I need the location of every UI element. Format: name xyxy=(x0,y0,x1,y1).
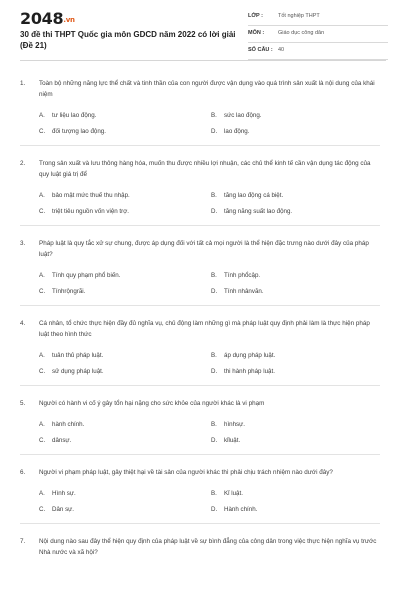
question-stem: Trong sản xuất và lưu thông hàng hóa, muốn thu được nhiều lợi nhuận, các chủ thể kinh tế cần vận dụng tác động của quy luật giá trị để xyxy=(39,160,371,178)
answer-option[interactable] xyxy=(39,419,211,431)
answer-option[interactable] xyxy=(39,206,211,218)
answer-option[interactable] xyxy=(211,419,381,431)
option-text: Tính quy phạm phổ biến. xyxy=(52,272,121,279)
option-letter: D. xyxy=(211,288,218,295)
answer-option[interactable] xyxy=(39,270,211,282)
answer-option[interactable] xyxy=(211,190,381,202)
option-text: hìnhsự. xyxy=(224,421,245,428)
answer-option[interactable] xyxy=(211,366,381,378)
question-item xyxy=(20,467,380,524)
question-text-block xyxy=(20,78,380,100)
answer-options xyxy=(20,270,380,298)
question-number: 4. xyxy=(20,320,26,327)
logo-main-text: 2048 xyxy=(20,9,64,28)
option-text: lao động. xyxy=(224,128,250,135)
answer-option[interactable] xyxy=(39,504,211,516)
question-item xyxy=(20,158,380,226)
answer-option[interactable] xyxy=(39,110,211,122)
question-item xyxy=(20,238,380,306)
option-letter: D. xyxy=(211,506,218,513)
answer-option[interactable] xyxy=(39,286,211,298)
option-letter: D. xyxy=(211,128,218,135)
meta-label: SỐ CÂU : xyxy=(248,47,273,53)
meta-value: Giáo dục công dân xyxy=(278,30,325,36)
option-letter: B. xyxy=(211,490,217,497)
question-text-block xyxy=(20,398,380,409)
option-letter: A. xyxy=(39,192,45,199)
question-stem: Cá nhân, tổ chức thực hiện đầy đủ nghĩa vụ, chủ động làm những gì mà pháp luật quy định phải làm là thực hiện pháp luật theo hình thức xyxy=(39,320,370,338)
option-text: Hình sự. xyxy=(52,490,76,497)
option-text: Hành chính. xyxy=(224,506,258,513)
answer-option[interactable] xyxy=(39,190,211,202)
option-text: tăng lao động cá biệt. xyxy=(224,192,284,199)
option-letter: A. xyxy=(39,490,45,497)
document-header xyxy=(20,0,386,61)
answer-option[interactable] xyxy=(211,504,381,516)
question-number: 1. xyxy=(20,80,26,87)
answer-option[interactable] xyxy=(39,366,211,378)
option-letter: C. xyxy=(39,437,46,444)
option-letter: B. xyxy=(211,272,217,279)
option-text: tăng năng suất lao động. xyxy=(224,208,293,215)
option-text: bảo mật mức thuế thu nhập. xyxy=(52,192,130,199)
option-text: áp dụng pháp luật. xyxy=(224,352,276,359)
question-item xyxy=(20,398,380,455)
answer-option[interactable] xyxy=(39,350,211,362)
question-stem: Người vi phạm pháp luật, gây thiệt hại về tài sản của người khác thì phải chịu trách nhiệm nào dưới đây? xyxy=(39,469,333,476)
question-stem: Nội dung nào sau đây thể hiện quy định của pháp luật về sự bình đẳng của công dân trong việc thực hiện nghĩa vụ trước Nhà nước và xã hội? xyxy=(39,538,377,556)
answer-option[interactable] xyxy=(211,126,381,138)
question-text-block xyxy=(20,238,380,260)
answer-option[interactable] xyxy=(211,350,381,362)
document-title: 30 đề thi THPT Quốc gia môn GDCD năm 2022 có lời giải (Đề 21) xyxy=(20,30,236,50)
question-stem: Toàn bộ những năng lực thể chất và tinh thần của con người được vận dụng vào quá trình sản xuất là nội dung của khái niệm xyxy=(39,80,375,98)
option-text: tư liệu lao động. xyxy=(52,112,97,119)
answer-option[interactable] xyxy=(39,126,211,138)
meta-label: LỚP : xyxy=(248,13,263,19)
option-text: Tính phổcập. xyxy=(224,272,261,279)
meta-row-class xyxy=(248,9,388,26)
answer-options xyxy=(20,110,380,138)
option-letter: D. xyxy=(211,208,218,215)
option-letter: A. xyxy=(39,421,45,428)
option-letter: B. xyxy=(211,112,217,119)
option-letter: C. xyxy=(39,288,46,295)
option-letter: A. xyxy=(39,112,45,119)
option-text: hành chính. xyxy=(52,421,85,428)
meta-label: MÔN : xyxy=(248,30,265,36)
site-logo[interactable] xyxy=(20,10,75,29)
option-letter: C. xyxy=(39,128,46,135)
option-text: sử dụng pháp luật. xyxy=(52,368,104,375)
option-letter: A. xyxy=(39,352,45,359)
answer-option[interactable] xyxy=(211,206,381,218)
answer-options xyxy=(20,190,380,218)
meta-row-question-count xyxy=(248,43,388,60)
option-text: kỉluật. xyxy=(224,437,241,444)
question-number: 7. xyxy=(20,538,26,545)
answer-option[interactable] xyxy=(211,110,381,122)
question-number: 3. xyxy=(20,240,26,247)
option-letter: C. xyxy=(39,506,46,513)
answer-options xyxy=(20,488,380,516)
question-item xyxy=(20,536,380,565)
option-text: tuân thủ pháp luật. xyxy=(52,352,104,359)
answer-option[interactable] xyxy=(39,488,211,500)
answer-option[interactable] xyxy=(211,435,381,447)
option-letter: C. xyxy=(39,368,46,375)
option-text: Tínhrộngrãi. xyxy=(52,288,86,295)
meta-value: 40 xyxy=(278,47,285,53)
question-text-block xyxy=(20,158,380,180)
question-list xyxy=(20,78,380,565)
question-item xyxy=(20,78,380,146)
question-stem: Pháp luật là quy tắc xử sự chung, được áp dụng đối với tất cả mọi người là thể hiện đặc trưng nào dưới đây của pháp luật? xyxy=(39,240,369,258)
question-text-block xyxy=(20,467,380,478)
option-letter: A. xyxy=(39,272,45,279)
question-text-block xyxy=(20,536,380,558)
question-text-block xyxy=(20,318,380,340)
question-number: 2. xyxy=(20,160,26,167)
option-text: thi hành pháp luật. xyxy=(224,368,275,375)
answer-options xyxy=(20,419,380,447)
question-number: 5. xyxy=(20,400,26,407)
answer-option[interactable] xyxy=(211,286,381,298)
option-letter: D. xyxy=(211,368,218,375)
option-letter: D. xyxy=(211,437,218,444)
answer-option[interactable] xyxy=(211,488,381,500)
answer-option[interactable] xyxy=(211,270,381,282)
option-text: triệt tiêu nguồn vốn viện trợ. xyxy=(52,208,129,215)
option-text: Tính nhânvăn. xyxy=(224,288,264,295)
answer-options xyxy=(20,350,380,378)
option-letter: B. xyxy=(211,421,217,428)
question-number: 6. xyxy=(20,469,26,476)
meta-value: Tốt nghiệp THPT xyxy=(278,13,320,19)
option-text: dânsự. xyxy=(52,437,72,444)
document-meta xyxy=(248,9,388,60)
meta-row-subject xyxy=(248,26,388,43)
option-letter: C. xyxy=(39,208,46,215)
question-item xyxy=(20,318,380,386)
option-text: Dân sự. xyxy=(52,506,75,513)
option-text: sức lao động. xyxy=(224,112,262,119)
question-stem: Người có hành vi cố ý gây tổn hại nặng cho sức khỏe của người khác là vi phạm xyxy=(39,400,265,407)
option-text: đối tượng lao động. xyxy=(52,128,106,135)
answer-option[interactable] xyxy=(39,435,211,447)
logo-suffix-text: .vn xyxy=(63,16,75,24)
option-text: Kỉ luật. xyxy=(224,490,243,497)
option-letter: B. xyxy=(211,352,217,359)
option-letter: B. xyxy=(211,192,217,199)
